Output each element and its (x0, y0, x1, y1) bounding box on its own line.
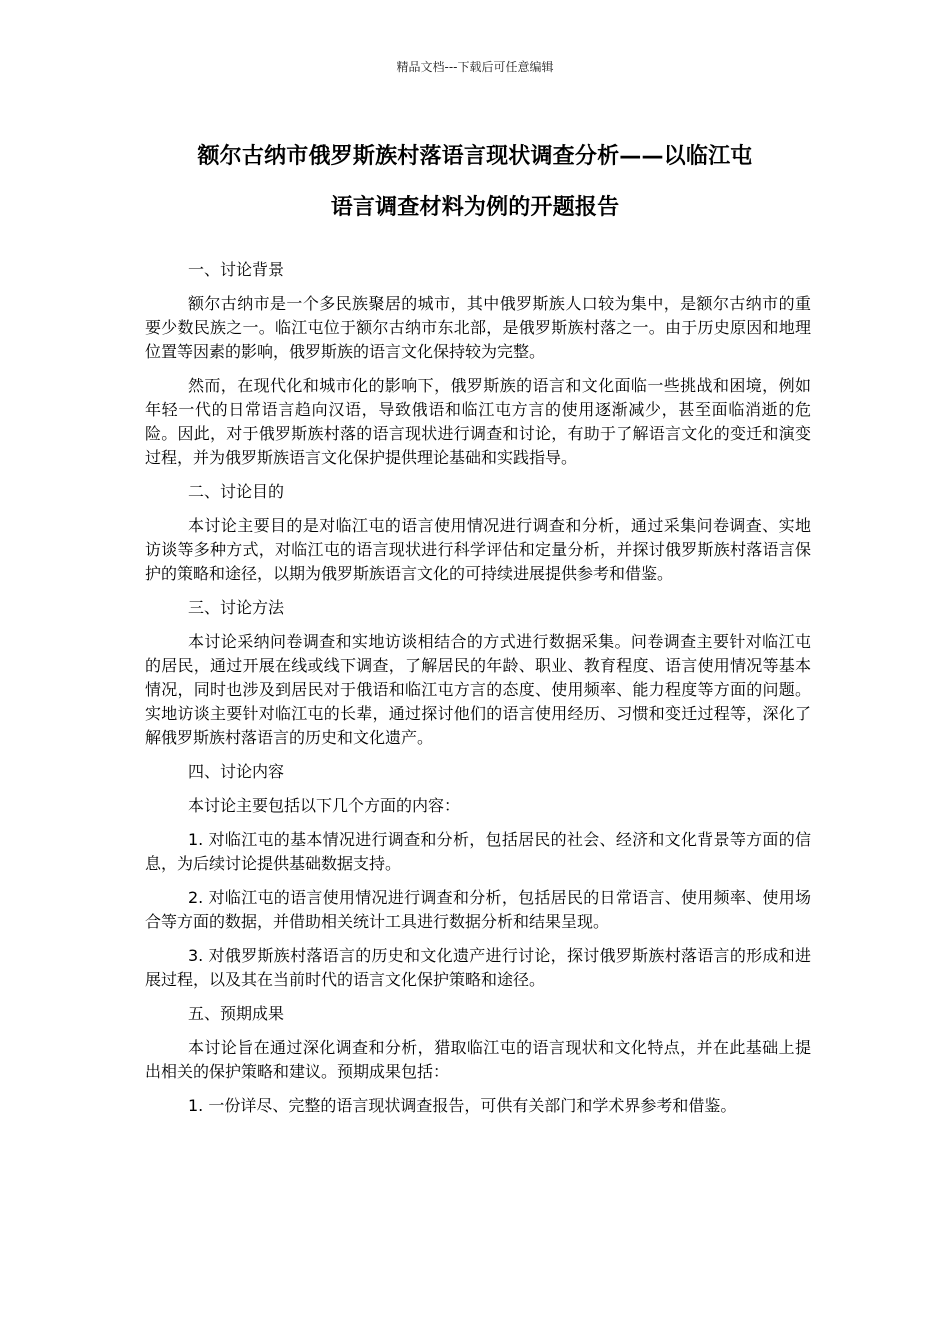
paragraph: 额尔古纳市是一个多民族聚居的城市，其中俄罗斯族人口较为集中，是额尔古纳市的重要少数民族之一。临江屯位于额尔古纳市东北部，是俄罗斯族村落之一。由于历史原因和地理位置等因素的影响，俄罗斯族的语言文化保持较为完整。 (145, 294, 811, 361)
paragraph: 本讨论主要目的是对临江屯的语言使用情况进行调查和分析，通过采集问卷调查、实地访谈等多种方式，对临江屯的语言现状进行科学评估和定量分析，并探讨俄罗斯族村落语言保护的策略和途径，以期为俄罗斯族语言文化的可持续进展提供参考和借鉴。 (145, 516, 811, 583)
section-heading-outcomes: 五、预期成果 (188, 1004, 285, 1023)
list-item: 3. 对俄罗斯族村落语言的历史和文化遗产进行讨论，探讨俄罗斯族村落语言的形成和进展过程，以及其在当前时代的语言文化保护策略和途径。 (145, 946, 811, 989)
paragraph: 本讨论主要包括以下几个方面的内容： (188, 796, 461, 815)
list-item: 1. 对临江屯的基本情况进行调查和分析，包括居民的社会、经济和文化背景等方面的信息，为后续讨论提供基础数据支持。 (145, 830, 811, 873)
title-line-1: 额尔古纳市俄罗斯族村落语言现状调查分析——以临江屯 (197, 144, 753, 169)
document-title (100, 131, 850, 233)
title-line-2: 语言调查材料为例的开题报告 (330, 195, 620, 220)
paragraph: 本讨论采纳问卷调查和实地访谈相结合的方式进行数据采集。问卷调查主要针对临江屯的居民，通过开展在线或线下调查，了解居民的年龄、职业、教育程度、语言使用情况等基本情况，同时也涉及到居民对于俄语和临江屯方言的态度、使用频率、能力程度等方面的问题。实地访谈主要针对临江屯的长辈，通过探讨他们的语言使用经历、习惯和变迁过程等，深化了解俄罗斯族村落语言的历史和文化遗产。 (145, 632, 811, 747)
section-heading-purpose: 二、讨论目的 (188, 482, 285, 501)
list-item: 2. 对临江屯的语言使用情况进行调查和分析，包括居民的日常语言、使用频率、使用场合等方面的数据，并借助相关统计工具进行数据分析和结果呈现。 (145, 888, 811, 931)
paragraph: 本讨论旨在通过深化调查和分析，猎取临江屯的语言现状和文化特点，并在此基础上提出相关的保护策略和建议。预期成果包括： (145, 1038, 811, 1081)
list-item: 1. 一份详尽、完整的语言现状调查报告，可供有关部门和学术界参考和借鉴。 (188, 1096, 737, 1115)
section-heading-background: 一、讨论背景 (188, 260, 285, 279)
section-heading-content: 四、讨论内容 (188, 762, 285, 781)
header-note: 精品文档---下载后可任意编辑 (396, 60, 554, 74)
document-body (145, 258, 811, 1128)
section-heading-method: 三、讨论方法 (188, 598, 285, 617)
paragraph: 然而，在现代化和城市化的影响下，俄罗斯族的语言和文化面临一些挑战和困境，例如年轻一代的日常语言趋向汉语，导致俄语和临江屯方言的使用逐渐减少，甚至面临消逝的危险。因此，对于俄罗斯族村落的语言现状进行调查和讨论，有助于了解语言文化的变迁和演变过程，并为俄罗斯族语言文化保护提供理论基础和实践指导。 (145, 376, 811, 467)
